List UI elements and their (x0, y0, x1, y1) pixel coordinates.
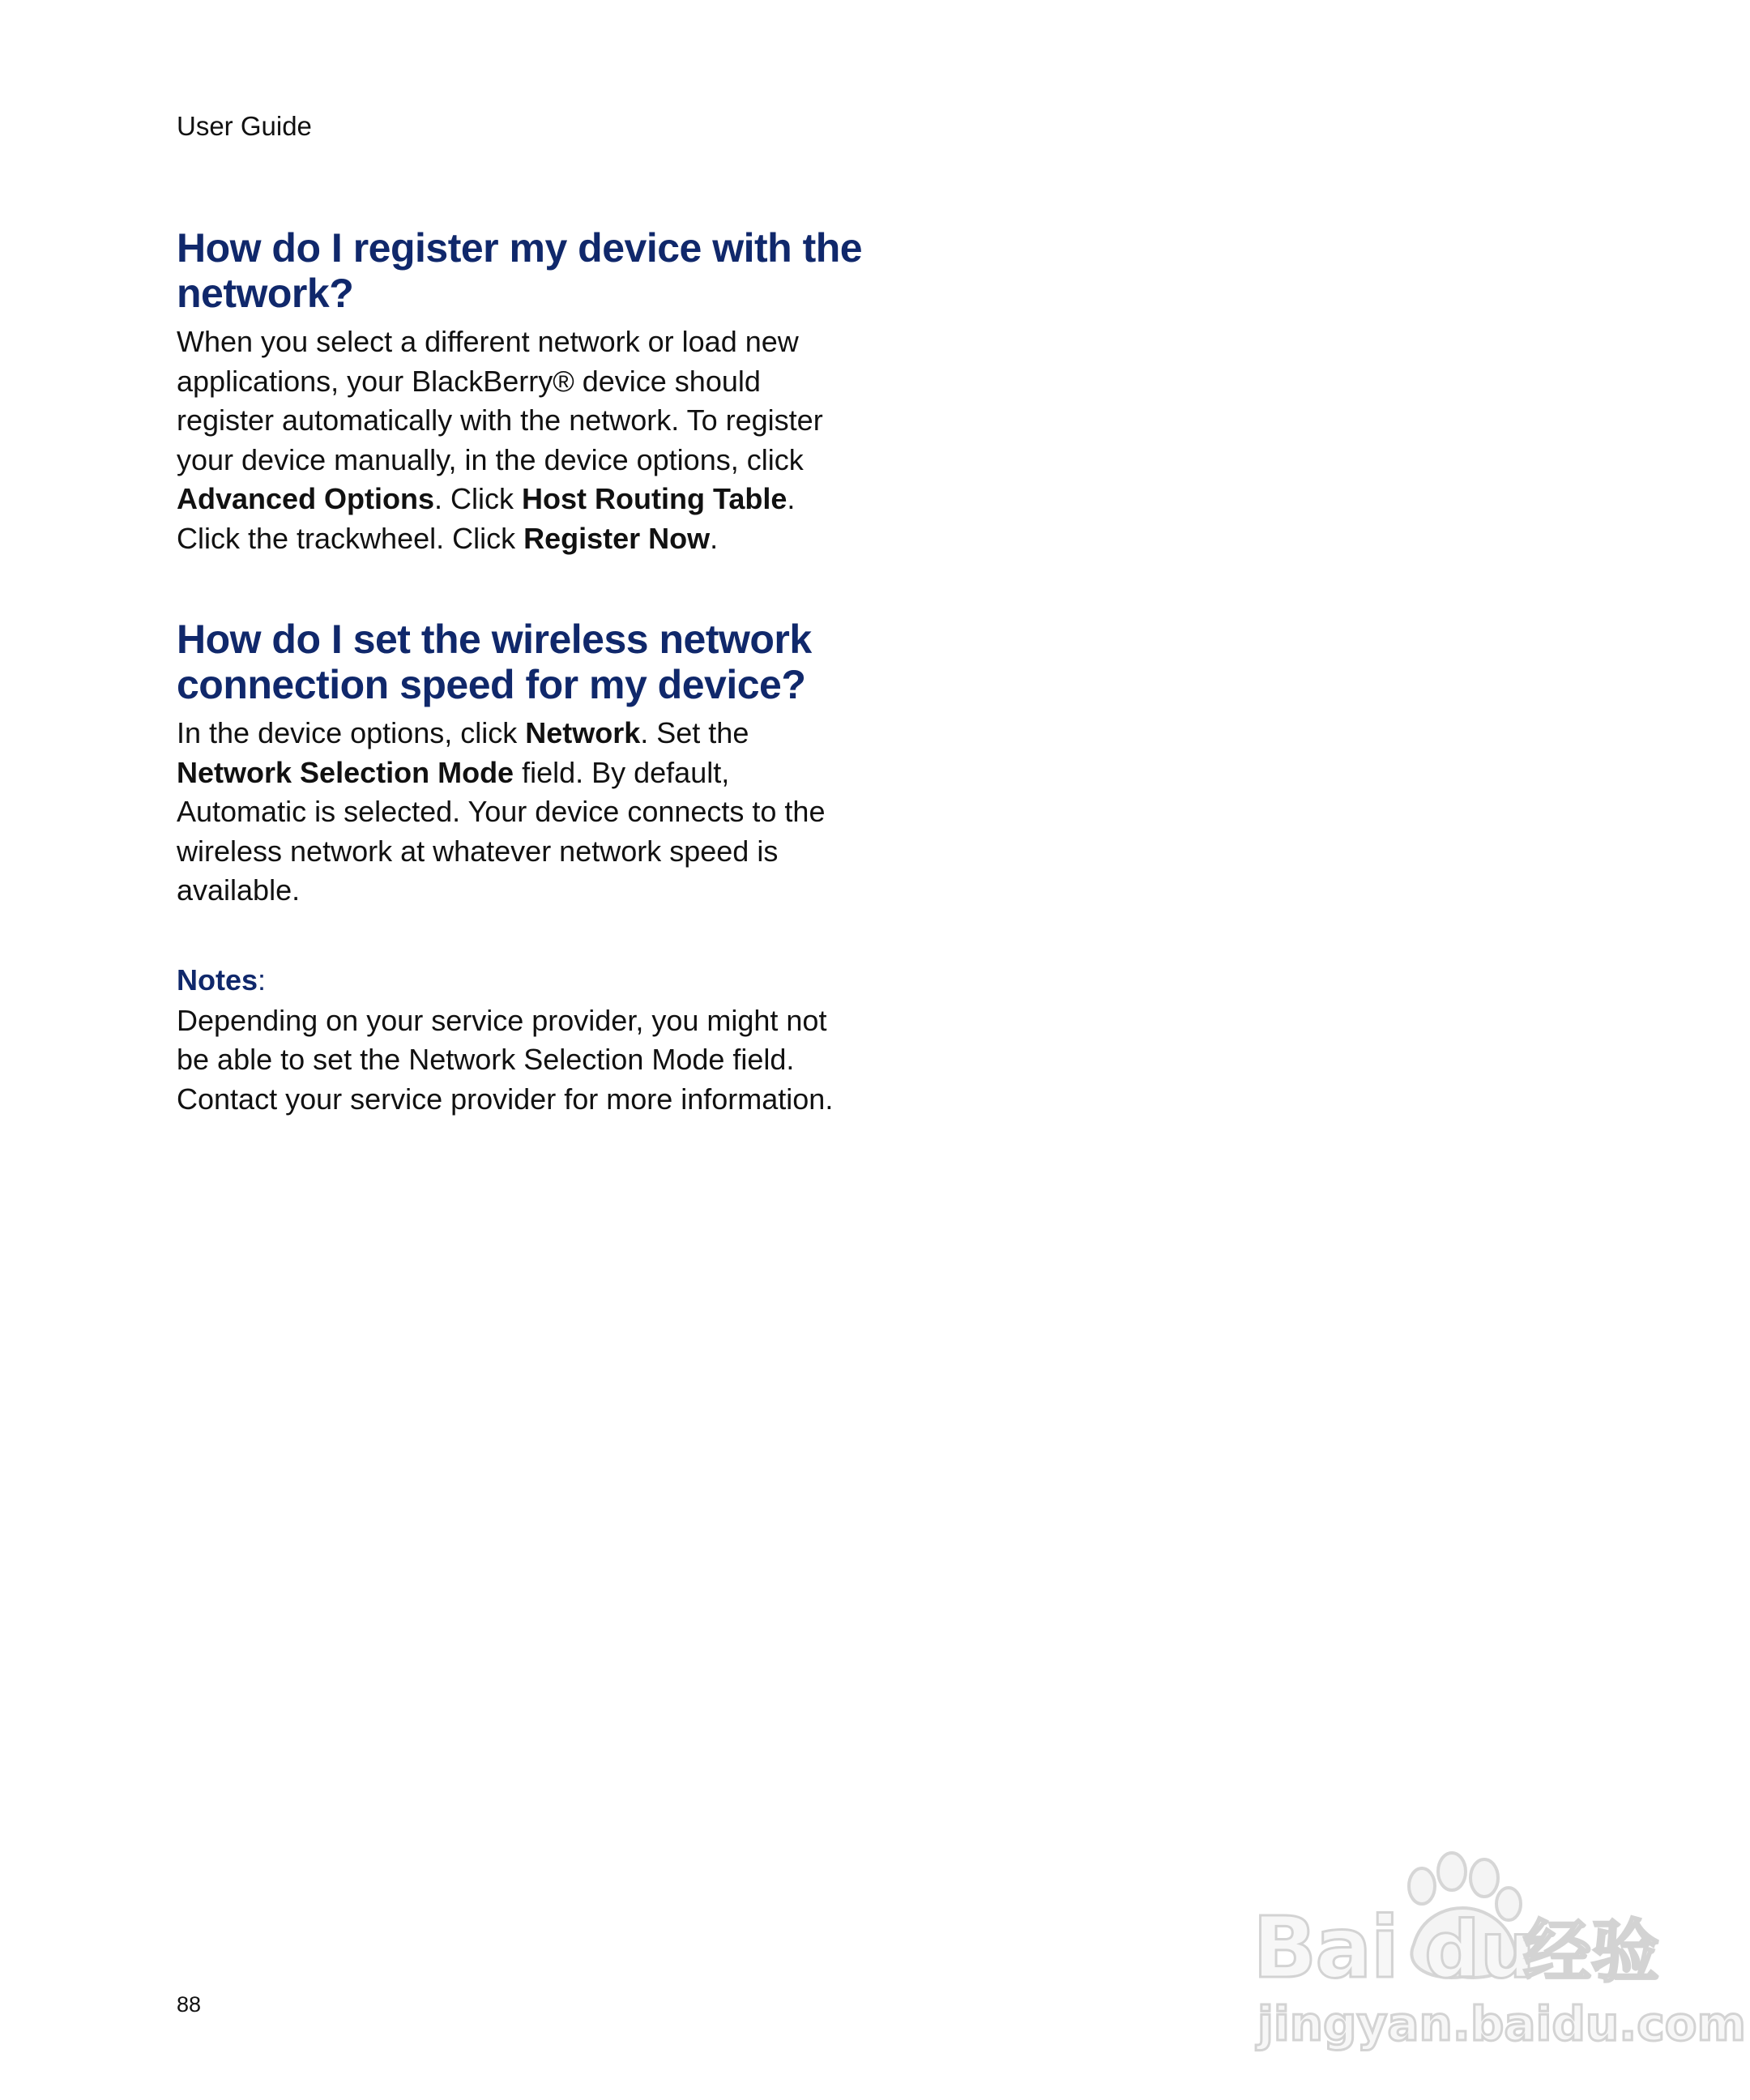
watermark-logo-left: Bai (1253, 1898, 1398, 1997)
ui-term-register-now: Register Now (523, 521, 711, 555)
ui-term-network: Network (525, 716, 641, 749)
section-body (177, 714, 865, 911)
ui-term-network-selection-mode: Network Selection Mode (177, 755, 514, 789)
page-number: 88 (177, 1992, 202, 2017)
watermark-url: jingyan.baidu.com (1257, 1996, 1746, 2051)
watermark-logo-right: du (1424, 1905, 1536, 1995)
section-title: How do I register my device with the network? (177, 225, 863, 316)
section-connection-speed (177, 617, 865, 1119)
ui-term-host-routing-table: Host Routing Table (522, 482, 788, 515)
watermark-logo-cn: 经验 (1523, 1912, 1660, 1991)
section-title: How do I set the wireless network connection speed for my device? (177, 617, 812, 707)
body-text: . Click the trackwheel. Click (177, 482, 796, 555)
body-text: . Click (434, 482, 523, 515)
notes-text: Depending on your service provider, you might not be able to set the Network Selection Mode field. Contact your service provider for more information. (177, 1003, 834, 1116)
document-body (177, 225, 865, 1119)
ui-term-advanced-options: Advanced Options (177, 482, 435, 515)
notes-label-text: Notes (177, 962, 258, 997)
section-register-device (177, 225, 865, 558)
body-text: In the device options, click (177, 716, 526, 749)
body-text: field. By default, Automatic is selected. Your device connects to the wireless network at whatever network speed is available. (177, 755, 826, 907)
section-body (177, 322, 865, 558)
body-text: . (710, 521, 719, 555)
body-text: . Set the (640, 716, 749, 749)
baidu-jingyan-watermark (1248, 1847, 1746, 2051)
body-text: When you select a different network or load new applications, your BlackBerry® device should register automatically with the network. To register your device manually, in the device options, click (177, 325, 823, 476)
notes-label (177, 961, 865, 1000)
running-header: User Guide (177, 111, 312, 141)
notes-label-colon: : (258, 962, 267, 997)
